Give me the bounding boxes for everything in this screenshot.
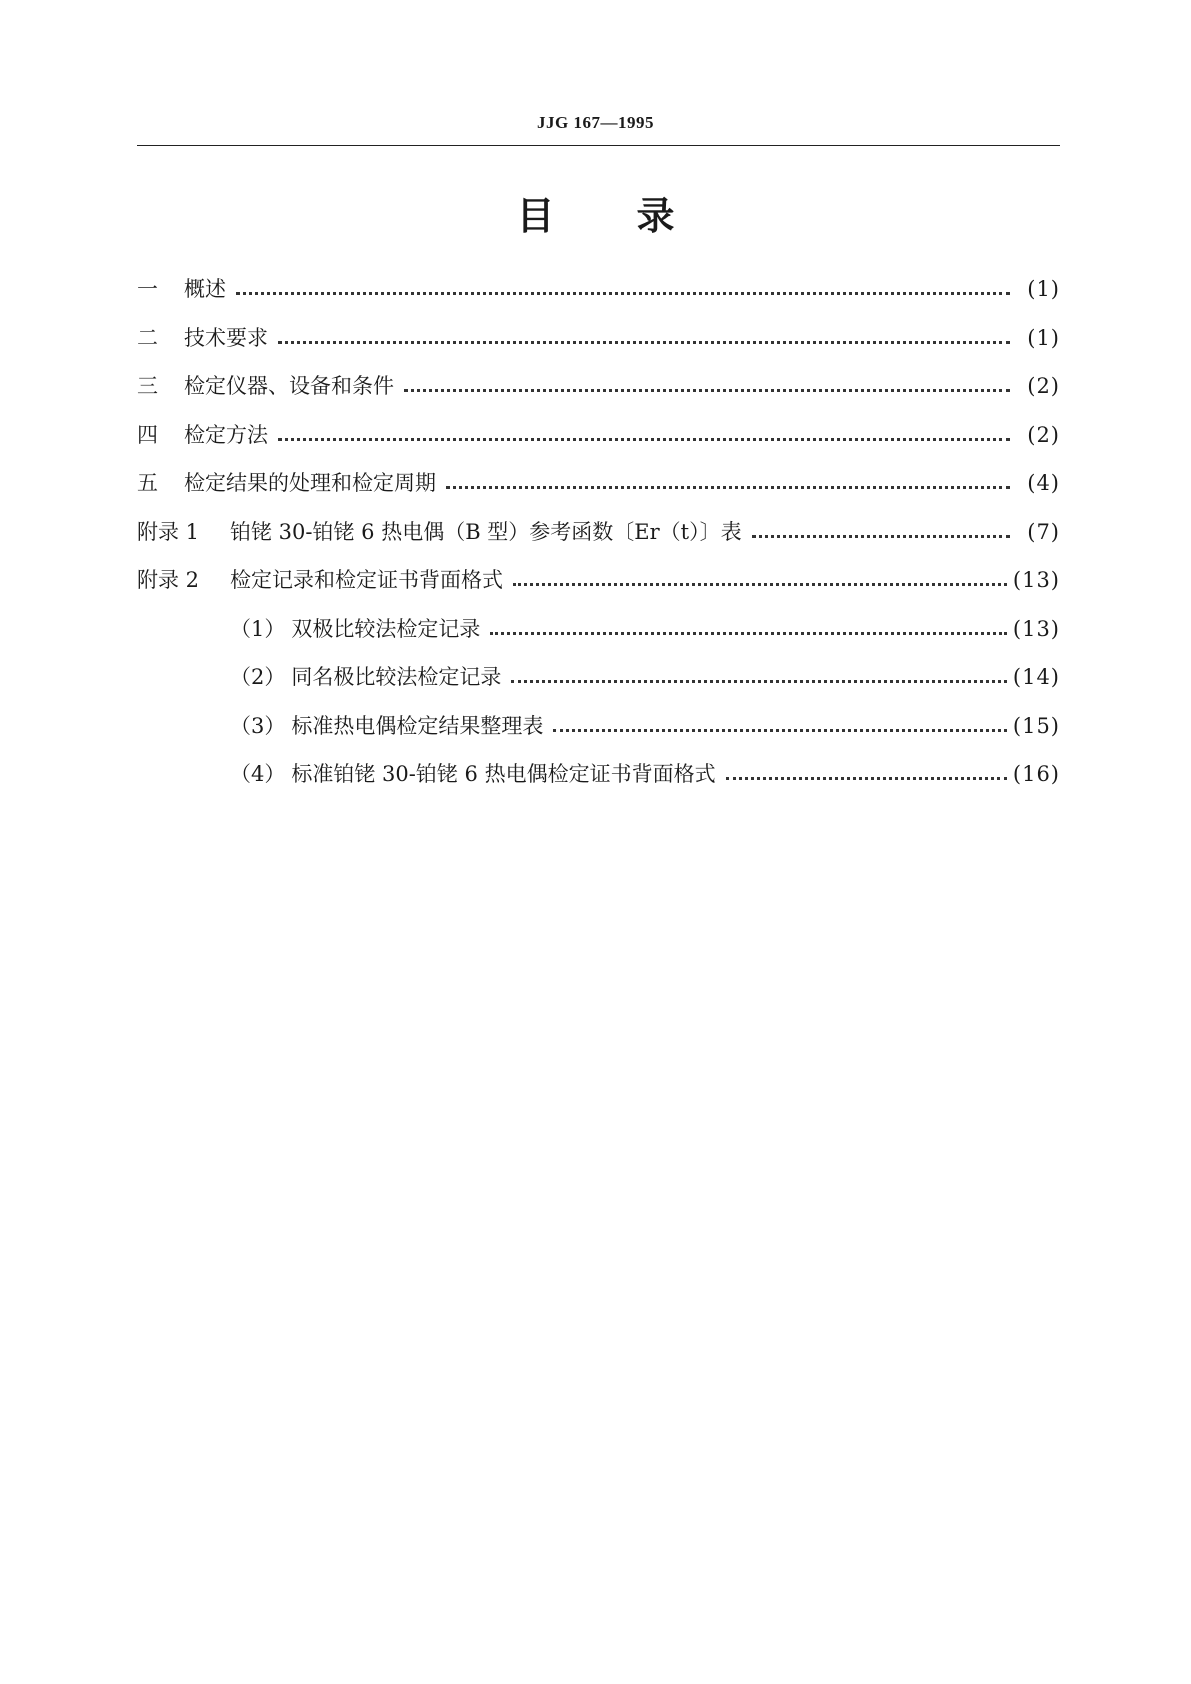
toc-number: 附录 2	[137, 568, 200, 592]
toc-page-number: (2)	[1027, 422, 1060, 447]
toc-title: 同名极比较法检定记录	[291, 665, 502, 689]
toc-number: 四	[137, 422, 158, 447]
standard-code: JJG 167—1995	[537, 113, 654, 132]
dot-leader	[752, 518, 1010, 546]
table-of-contents	[137, 275, 1060, 809]
toc-number: （2）	[230, 665, 286, 689]
toc-entry-appendix-2[interactable]	[137, 566, 1060, 615]
dot-leader	[553, 712, 1007, 740]
toc-number: （4）	[230, 762, 286, 786]
toc-entry-results-table[interactable]	[137, 712, 1060, 761]
toc-entry-certificate-format[interactable]	[137, 760, 1060, 809]
toc-title: 检定结果的处理和检定周期	[184, 471, 436, 495]
toc-title: 标准铂铑 30-铂铑 6 热电偶检定证书背面格式	[291, 762, 716, 786]
toc-number: （3）	[230, 713, 286, 738]
toc-entry-bipolar-record[interactable]	[137, 615, 1060, 664]
dot-leader	[236, 275, 1010, 303]
toc-entry-instruments-conditions[interactable]	[137, 372, 1060, 421]
toc-page-number: (14)	[1012, 665, 1060, 689]
toc-entry-overview[interactable]	[137, 275, 1060, 324]
toc-page-number: (15)	[1012, 713, 1060, 738]
toc-number: 五	[137, 471, 158, 495]
toc-entry-verification-method[interactable]	[137, 421, 1060, 470]
dot-leader	[490, 615, 1007, 643]
toc-entry-same-pole-record[interactable]	[137, 663, 1060, 712]
dot-leader	[511, 663, 1007, 691]
dot-leader	[726, 760, 1007, 788]
dot-leader	[446, 469, 1010, 497]
dot-leader	[513, 566, 1007, 594]
dot-leader	[404, 372, 1010, 400]
toc-page-number: (13)	[1012, 616, 1060, 641]
toc-title: 标准热电偶检定结果整理表	[291, 713, 544, 738]
toc-page-number: (13)	[1012, 568, 1060, 592]
toc-title: 检定方法	[184, 422, 268, 447]
header-rule	[137, 145, 1060, 146]
toc-page-number: (16)	[1012, 762, 1060, 786]
toc-page-number: (7)	[1027, 519, 1060, 544]
toc-entry-technical-requirements[interactable]	[137, 324, 1060, 373]
toc-title: 铂铑 30-铂铑 6 热电偶（B 型）参考函数〔Er（t）〕表	[230, 519, 742, 544]
toc-page-number: (1)	[1027, 325, 1060, 350]
toc-page-number: (2)	[1027, 374, 1060, 398]
toc-title: 双极比较法检定记录	[291, 616, 481, 641]
toc-title: 检定记录和检定证书背面格式	[230, 568, 503, 592]
toc-entry-results-period[interactable]	[137, 469, 1060, 518]
toc-page-number: (4)	[1027, 471, 1060, 495]
toc-entry-appendix-1[interactable]	[137, 518, 1060, 567]
toc-number: 二	[137, 325, 158, 350]
toc-number: 一	[137, 277, 158, 301]
toc-title: 检定仪器、设备和条件	[184, 374, 394, 398]
dot-leader	[278, 324, 1010, 352]
page-title: 目录	[516, 194, 757, 238]
toc-number: 附录 1	[137, 519, 200, 544]
toc-title: 技术要求	[184, 325, 268, 350]
toc-number: 三	[137, 374, 158, 398]
toc-page-number: (1)	[1027, 277, 1060, 301]
toc-number: （1）	[230, 616, 286, 641]
dot-leader	[278, 421, 1010, 449]
toc-title: 概述	[184, 277, 226, 301]
